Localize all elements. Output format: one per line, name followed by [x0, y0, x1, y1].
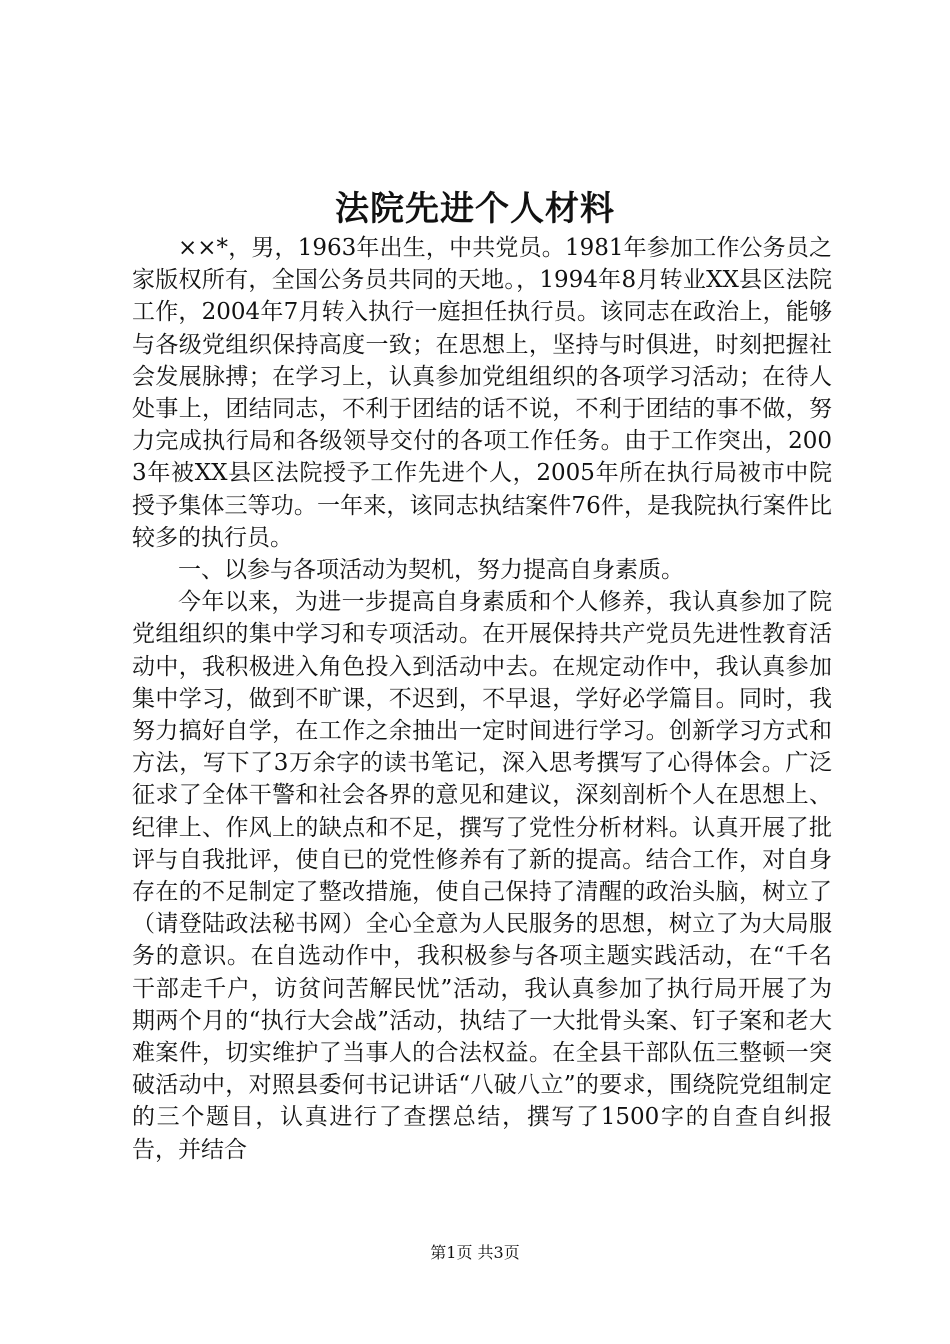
- body-paragraph: 今年以来，为进一步提高自身素质和个人修养，我认真参加了院党组组织的集中学习和专项活动。在开展保持共产党员先进性教育活动中，我积极进入角色投入到活动中去。在规定动作中，我认真参加集中学习，做到不旷课，不迟到，不早退，学好必学篇目。同时，我努力搞好自学，在工作之余抽出一定时间进行学习。创新学习方式和方法，写下了3万余字的读书笔记，深入思考撰写了心得体会。广泛征求了全体干警和社会各界的意见和建议，深刻剖析个人在思想上、纪律上、作风上的缺点和不足，撰写了党性分析材料。认真开展了批评与自我批评，使自已的党性修养有了新的提高。结合工作，对自身存在的不足制定了整改措施，使自己保持了清醒的政治头脑，树立了（请登陆政法秘书网）全心全意为人民服务的思想，树立了为大局服务的意识。在自选动作中，我积极参与各项主题实践活动，在“千名干部走千户，访贫问苦解民忧”活动，我认真参加了执行局开展了为期两个月的“执行大会战”活动，执结了一大批骨头案、钉子案和老大难案件，切实维护了当事人的合法权益。在全县干部队伍三整顿一突破活动中，对照县委何书记讲话“八破八立”的要求，围绕院党组制定的三个题目，认真进行了查摆总结，撰写了1500字的自查自纠报告，并结合: [132, 589, 832, 1163]
- page-number: 第1页 共3页: [430, 1243, 520, 1262]
- document-title: 法院先进个人材料: [335, 189, 615, 229]
- document-body: [132, 232, 832, 1166]
- intro-paragraph: ××*，男，1963年出生，中共党员。1981年参加工作公务员之家版权所有，全国公务员共同的天地。，1994年8月转业XX县区法院工作，2004年7月转入执行一庭担任执行员。该同志在政治上，能够与各级党组织保持高度一致；在思想上，坚持与时俱进，时刻把握社会发展脉搏；在学习上，认真参加党组组织的各项学习活动；在待人处事上，团结同志，不利于团结的话不说，不利于团结的事不做，努力完成执行局和各级领导交付的各项工作任务。由于工作突出，2003年被XX县区法院授予工作先进个人，2005年所在执行局被市中院授予集体三等功。一年来，该同志执结案件76件，是我院执行案件比较多的执行员。: [132, 235, 832, 551]
- section-heading: 一、以参与各项活动为契机，努力提高自身素质。: [178, 557, 684, 584]
